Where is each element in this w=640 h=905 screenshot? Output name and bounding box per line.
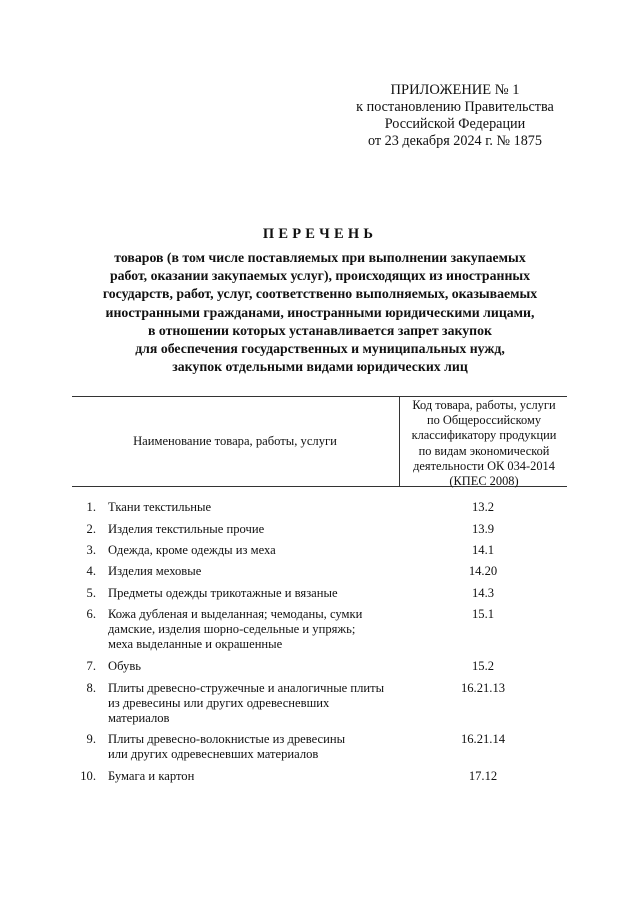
row-code: 14.3 bbox=[471, 586, 495, 600]
row-code: 16.21.14 bbox=[460, 732, 506, 746]
subtitle-line: в отношении которых устанавливается запрет закупок bbox=[148, 322, 492, 338]
table-row bbox=[72, 607, 567, 659]
row-name bbox=[108, 607, 398, 653]
row-code: 16.21.13 bbox=[460, 681, 506, 695]
appendix-government: Российской Федерации bbox=[384, 116, 526, 132]
row-code: 15.2 bbox=[471, 659, 495, 673]
row-name-line: или других одревесневших материалов bbox=[108, 747, 319, 762]
row-number: 6. bbox=[86, 607, 96, 621]
table-header bbox=[72, 396, 567, 487]
row-number: 4. bbox=[86, 564, 96, 578]
header-code-line: Код товара, работы, услуги bbox=[412, 398, 556, 412]
row-code: 13.2 bbox=[471, 500, 495, 514]
row-name bbox=[108, 522, 398, 537]
row-name-line: Одежда, кроме одежды из меха bbox=[108, 543, 276, 557]
table-body bbox=[72, 500, 567, 789]
table-row bbox=[72, 769, 567, 789]
row-name-line: Изделия меховые bbox=[108, 564, 202, 578]
row-number: 3. bbox=[86, 543, 96, 557]
row-number: 1. bbox=[86, 500, 96, 514]
subtitle-line: для обеспечения государственных и муниципальных нужд, bbox=[135, 341, 505, 357]
row-number: 7. bbox=[86, 659, 96, 673]
header-code-line: по видам экономической bbox=[418, 443, 550, 458]
table-row bbox=[72, 543, 567, 564]
subtitle-line: государств, работ, услуг, соответственно выполняемых, оказываемых bbox=[102, 286, 538, 302]
appendix-block bbox=[340, 82, 570, 150]
row-code: 14.1 bbox=[471, 543, 495, 557]
row-name-line: Ткани текстильные bbox=[108, 500, 212, 514]
subtitle-line: закупок отдельными видами юридических лиц bbox=[172, 359, 468, 375]
row-name bbox=[108, 681, 398, 727]
document-title: ПЕРЕЧЕНЬ bbox=[262, 226, 378, 242]
table-row bbox=[72, 500, 567, 522]
row-number: 10. bbox=[80, 769, 96, 783]
row-code: 15.1 bbox=[471, 607, 495, 621]
row-name-line: Бумага и картон bbox=[108, 769, 195, 783]
header-code-line: классификатору продукции bbox=[411, 428, 557, 443]
subtitle-line: иностранными гражданами, иностранными юридическими лицами, bbox=[105, 304, 535, 320]
table-row bbox=[72, 586, 567, 607]
document-subtitle bbox=[60, 249, 580, 376]
header-code-column bbox=[399, 397, 568, 487]
header-code-line: деятельности ОК 034-2014 bbox=[413, 458, 555, 473]
row-name-line: Обувь bbox=[108, 659, 142, 673]
row-name bbox=[108, 586, 398, 601]
row-number: 9. bbox=[86, 732, 96, 746]
table-row bbox=[72, 564, 567, 586]
table-row bbox=[72, 732, 567, 769]
header-code-line: (КПЕС 2008) bbox=[449, 474, 519, 489]
table-row bbox=[72, 681, 567, 732]
appendix-number: ПРИЛОЖЕНИЕ № 1 bbox=[390, 82, 520, 98]
row-name-line: дамские, изделия шорно-седельные и упряжь; bbox=[108, 622, 356, 637]
row-number: 8. bbox=[86, 681, 96, 695]
table-row bbox=[72, 522, 567, 543]
row-name-line: меха выделанные и окрашенные bbox=[108, 637, 283, 652]
subtitle-line: товаров (в том числе поставляемых при выполнении закупаемых bbox=[114, 250, 526, 265]
row-name bbox=[108, 769, 398, 784]
row-name bbox=[108, 564, 398, 579]
appendix-date: от 23 декабря 2024 г. № 1875 bbox=[368, 133, 542, 149]
row-code: 14.20 bbox=[468, 564, 498, 578]
row-name-line: материалов bbox=[108, 711, 170, 726]
row-name bbox=[108, 500, 398, 515]
row-name-line: Кожа дубленая и выделанная; чемоданы, сумки bbox=[108, 607, 363, 621]
appendix-decree: к постановлению Правительства bbox=[356, 99, 554, 115]
row-name-line: Плиты древесно-стружечные и аналогичные плиты bbox=[108, 681, 385, 695]
row-name-line: из древесины или других одревесневших bbox=[108, 696, 330, 711]
row-number: 5. bbox=[86, 586, 96, 600]
table-row bbox=[72, 659, 567, 681]
row-number: 2. bbox=[86, 522, 96, 536]
row-code: 13.9 bbox=[471, 522, 495, 536]
row-code: 17.12 bbox=[468, 769, 498, 783]
header-name-column: Наименование товара, работы, услуги bbox=[133, 434, 337, 448]
header-code-line: по Общероссийскому bbox=[426, 413, 542, 428]
row-name-line: Изделия текстильные прочие bbox=[108, 522, 265, 536]
row-name-line: Плиты древесно-волокнистые из древесины bbox=[108, 732, 346, 746]
row-name bbox=[108, 732, 398, 762]
subtitle-line: работ, оказании закупаемых услуг), происходящих из иностранных bbox=[109, 268, 531, 284]
row-name bbox=[108, 659, 398, 674]
row-name bbox=[108, 543, 398, 558]
row-name-line: Предметы одежды трикотажные и вязаные bbox=[108, 586, 338, 600]
